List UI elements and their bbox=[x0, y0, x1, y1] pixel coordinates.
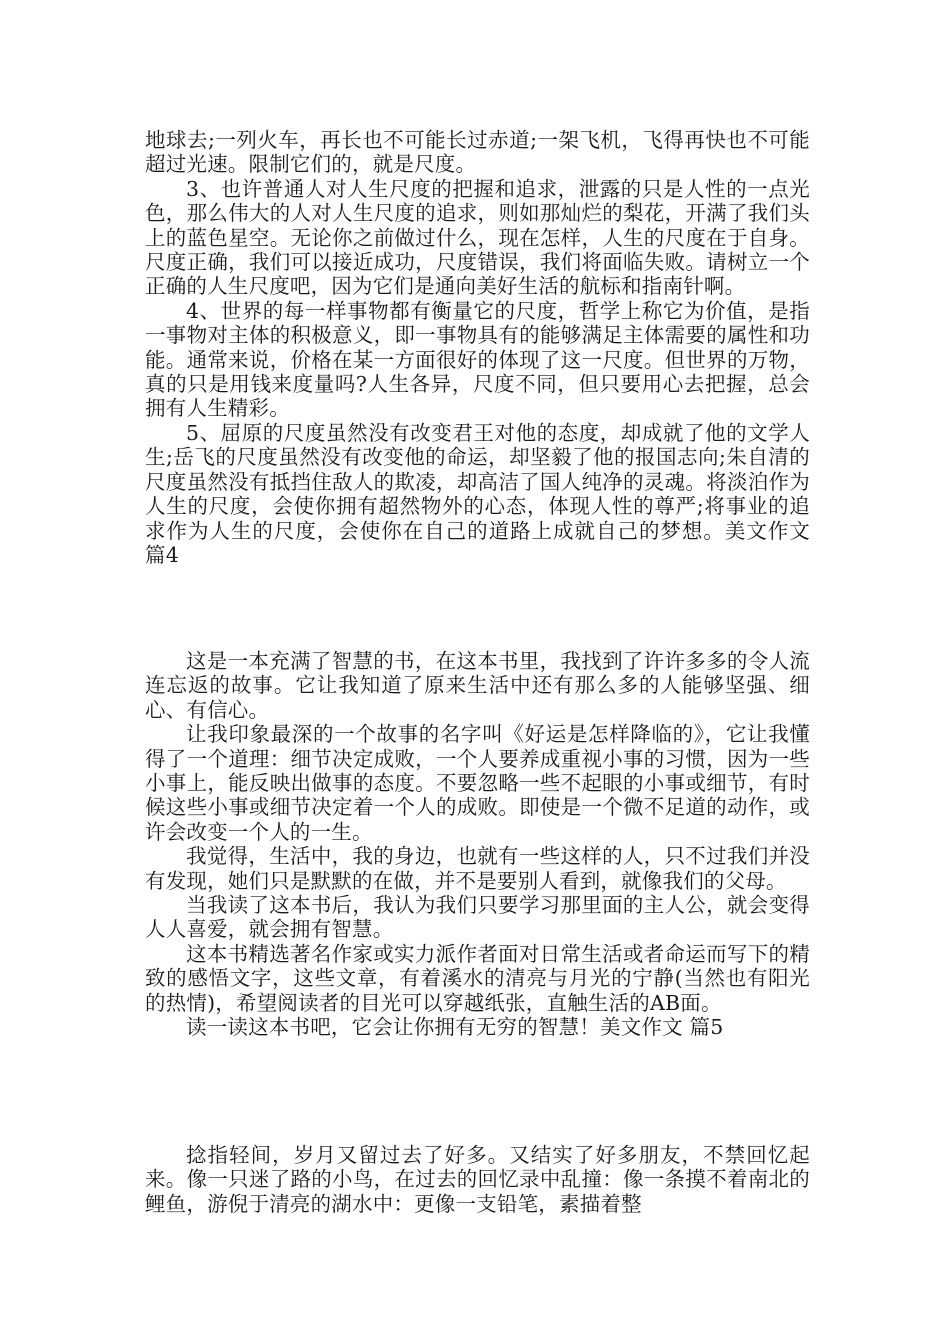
paragraph: 捻指轻间，岁月又留过去了好多。又结实了好多朋友，不禁回忆起来。像一只迷了路的小鸟，在过去的回忆录中乱撞：像一条摸不着南北的鲤鱼，游倪于清亮的湖水中：更像一支铅笔，素描着整 bbox=[145, 1143, 810, 1216]
paragraph: 5、屈原的尺度虽然没有改变君王对他的态度，却成就了他的文学人生;岳飞的尺度虽然没有改变他的命运，却坚毅了他的报国志向;朱自清的尺度虽然没有抵挡住敌人的欺凌，却高洁了国人纯净的灵魂。将淡泊作为人生的尺度，会使你拥有超然物外的心态，体现人性的尊严;将事业的追求作为人生的尺度，会使你在自己的道路上成就自己的梦想。美文作文 篇4 bbox=[145, 420, 810, 567]
text-section-bottom bbox=[145, 1143, 810, 1216]
paragraph: 让我印象最深的一个故事的名字叫《好运是怎样降临的》，它让我懂得了一个道理：细节决定成败，一个人要养成重视小事的习惯，因为一些小事上，能反映出做事的态度。不要忽略一些不起眼的小事或细节，有时候这些小事或细节决定着一个人的成败。即使是一个微不足道的动作，或许会改变一个人的一生。 bbox=[145, 722, 810, 844]
paragraph: 4、世界的每一样事物都有衡量它的尺度，哲学上称它为价值，是指一事物对主体的积极意义，即一事物具有的能够满足主体需要的属性和功能。通常来说，价格在某一方面很好的体现了这一尺度。但世界的万物，真的只是用钱来度量吗?人生各异，尺度不同，但只要用心去把握，总会拥有人生精彩。 bbox=[145, 298, 810, 421]
paragraph: 这本书精选著名作家或实力派作者面对日常生活或者命运而写下的精致的感悟文字，这些文章，有着溪水的清亮与月光的宁静(当然也有阳光的热情)，希望阅读者的目光可以穿越纸张，直触生活的AB面。 bbox=[145, 941, 810, 1015]
text-section-middle bbox=[145, 649, 810, 1040]
paragraph: 地球去;一列火车，再长也不可能长过赤道;一架飞机，飞得再快也不可能超过光速。限制它们的，就是尺度。 bbox=[145, 128, 810, 177]
paragraph: 3、也许普通人对人生尺度的把握和追求，泄露的只是人性的一点光色，那么伟大的人对人生尺度的追求，则如那灿烂的梨花，开满了我们头上的蓝色星空。无论你之前做过什么，现在怎样，人生的尺度在于自身。尺度正确，我们可以接近成功，尺度错误，我们将面临失败。请树立一个正确的人生尺度吧，因为它们是通向美好生活的航标和指南针啊。 bbox=[145, 176, 810, 299]
paragraph: 读一读这本书吧，它会让你拥有无穷的智慧！美文作文 篇5 bbox=[186, 1015, 724, 1040]
text-section-top bbox=[145, 128, 810, 567]
paragraph: 当我读了这本书后，我认为我们只要学习那里面的主人公，就会变得人人喜爱，就会拥有智慧。 bbox=[145, 893, 810, 942]
paragraph: 这是一本充满了智慧的书，在这本书里，我找到了许许多多的令人流连忘返的故事。它让我知道了原来生活中还有那么多的人能够坚强、细心、有信心。 bbox=[145, 649, 810, 722]
paragraph: 我觉得，生活中，我的身边，也就有一些这样的人，只不过我们并没有发现，她们只是默默的在做，并不是要别人看到，就像我们的父母。 bbox=[145, 844, 810, 893]
